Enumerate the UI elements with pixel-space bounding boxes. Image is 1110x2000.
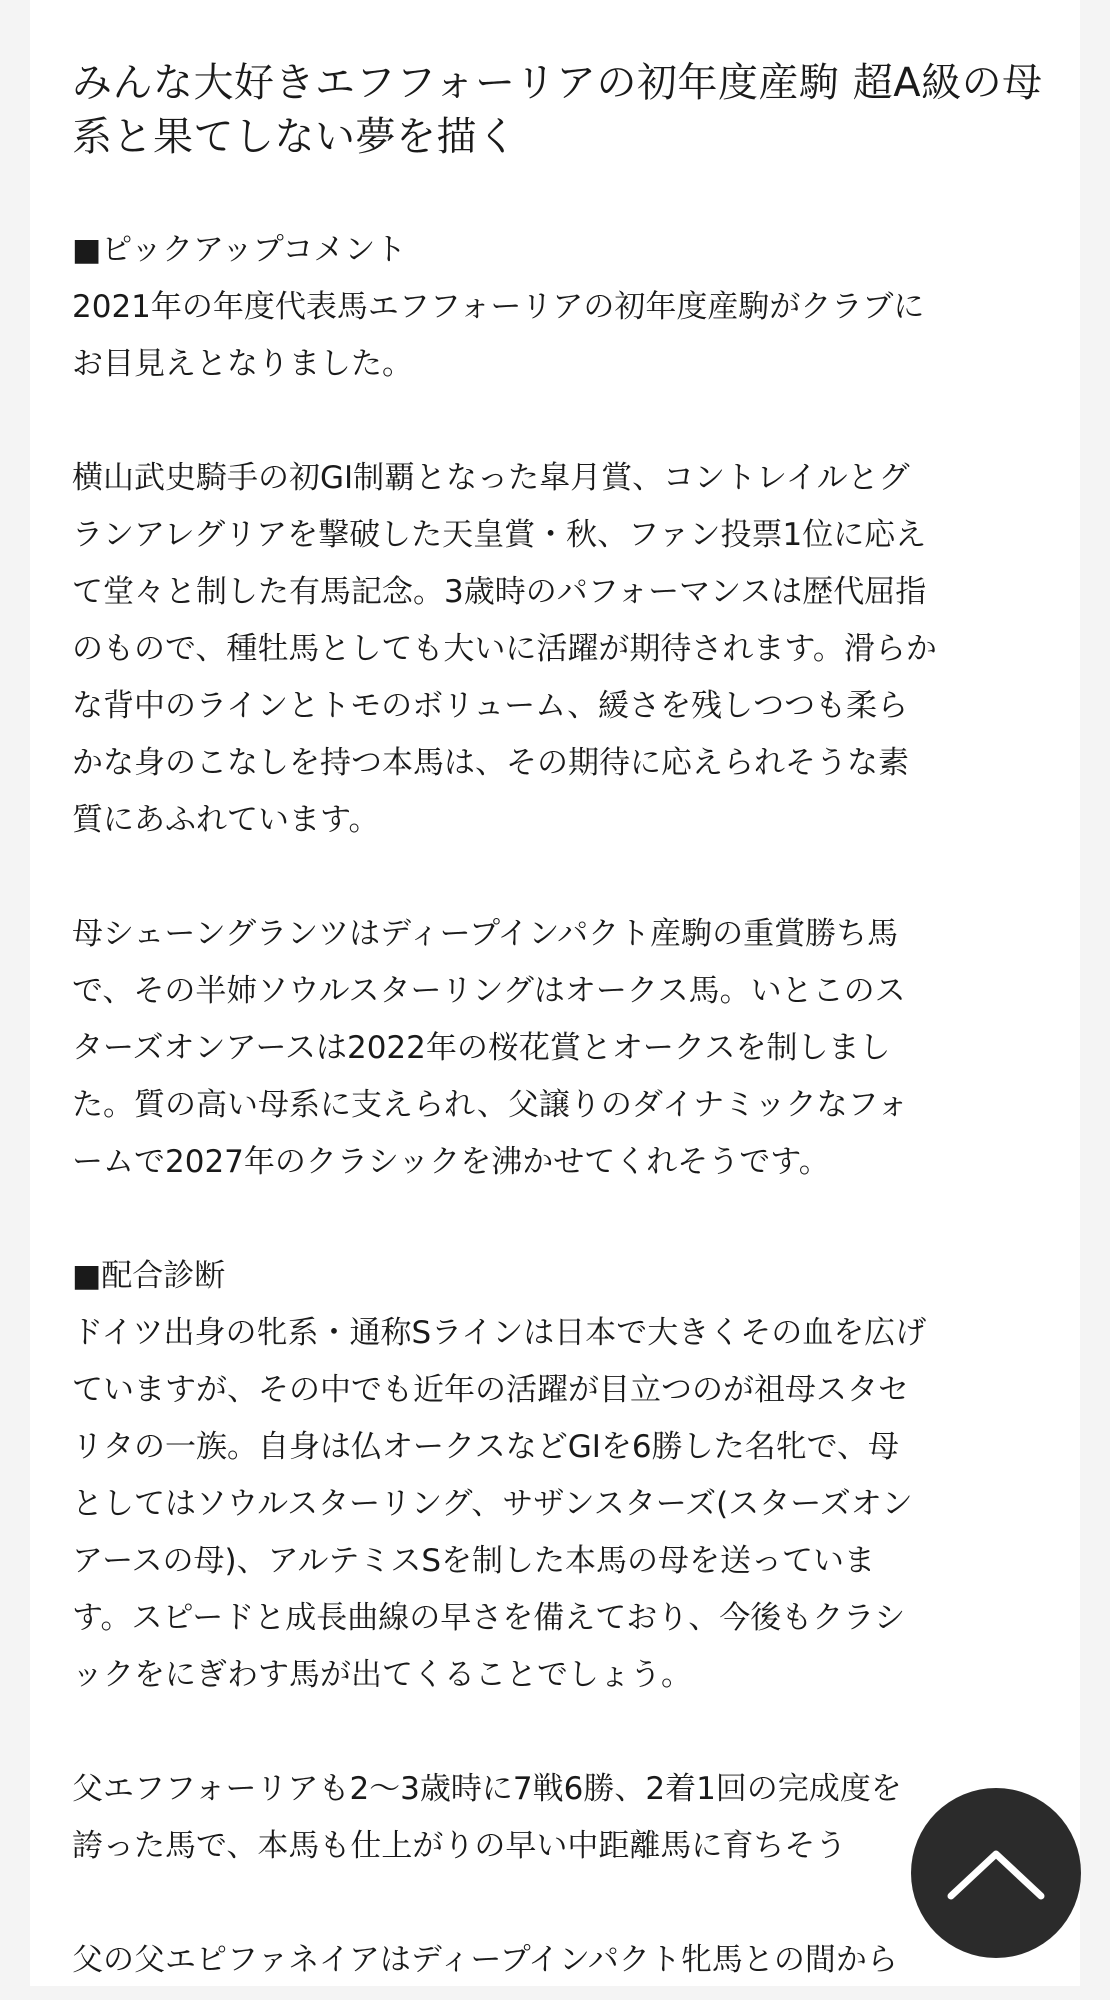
pickup-paragraph-2: 横山武史騎手の初GⅠ制覇となった皐月賞、コントレイルとグ ランアレグリアを撃破した天皇賞・秋、ファン投票1位に応え て堂々と制した有馬記念。3歳時のパフォーマンスは歴代屈指 のもので、種牡馬としても大いに活躍が期待されます。滑らか な背中のラインとトモのボリューム、緩さを残しつつも柔ら かな身のこなしを持つ本馬は、その期待に応えられそうな素 質にあふれています。 bbox=[72, 460, 937, 838]
breeding-paragraph-2: 父エフフォーリアも2〜3歳時に7戦6勝、2着1回の完成度を 誇った馬で、本馬も仕上がりの早い中距離馬に育ちそう bbox=[72, 1771, 902, 1864]
pickup-paragraph-3: 母シェーングランツはディープインパクト産駒の重賞勝ち馬 で、その半姉ソウルスターリングはオークス馬。いとこのス ターズオンアースは2022年の桜花賞とオークスを制しまし た。質の高い母系に支えられ、父譲りのダイナミックなフォ ームで2027年のクラシックを沸かせてくれそうです。 bbox=[72, 916, 909, 1180]
breeding-paragraph-3-section bbox=[72, 1932, 1062, 1989]
breeding-paragraph-3: 父の父エピファネイアはディープインパクト牝馬との間から bbox=[72, 1942, 898, 1978]
breeding-paragraph-1: ドイツ出身の牝系・通称Sラインは日本で大きくその血を広げ ていますが、その中でも近年の活躍が目立つのが祖母スタセ リタの一族。自身は仏オークスなどGⅠを6勝した名牝で、母 としてはソウルスターリング、サザンスターズ(スターズオン アースの母)、アルテミスSを制した本馬の母を送っていま す。スピードと成長曲線の早さを備えており、今後もクラシ ックをにぎわす馬が出てくることでしょう。 bbox=[72, 1315, 927, 1693]
breeding-diagnosis-heading: ■配合診断 bbox=[72, 1258, 226, 1294]
chevron-up-icon bbox=[941, 1838, 1051, 1908]
pickup-paragraph-3-section bbox=[72, 906, 1062, 1191]
article-page bbox=[30, 0, 1080, 2000]
bottom-bar bbox=[0, 1986, 1110, 2000]
pickup-comment-heading-section bbox=[72, 222, 1062, 393]
pickup-paragraph-2-section bbox=[72, 450, 1062, 849]
pickup-paragraph-1: 2021年の年度代表馬エフフォーリアの初年度産駒がクラブに お目見えとなりました。 bbox=[72, 289, 925, 382]
article-content bbox=[72, 56, 1062, 2000]
article-title: みんな大好きエフフォーリアの初年度産駒 超A級の母系と果てしない夢を描く bbox=[72, 60, 1043, 160]
breeding-diagnosis-section bbox=[72, 1248, 1062, 1704]
pickup-comment-heading: ■ピックアップコメント bbox=[72, 232, 407, 268]
scroll-to-top-button[interactable] bbox=[911, 1788, 1081, 1958]
